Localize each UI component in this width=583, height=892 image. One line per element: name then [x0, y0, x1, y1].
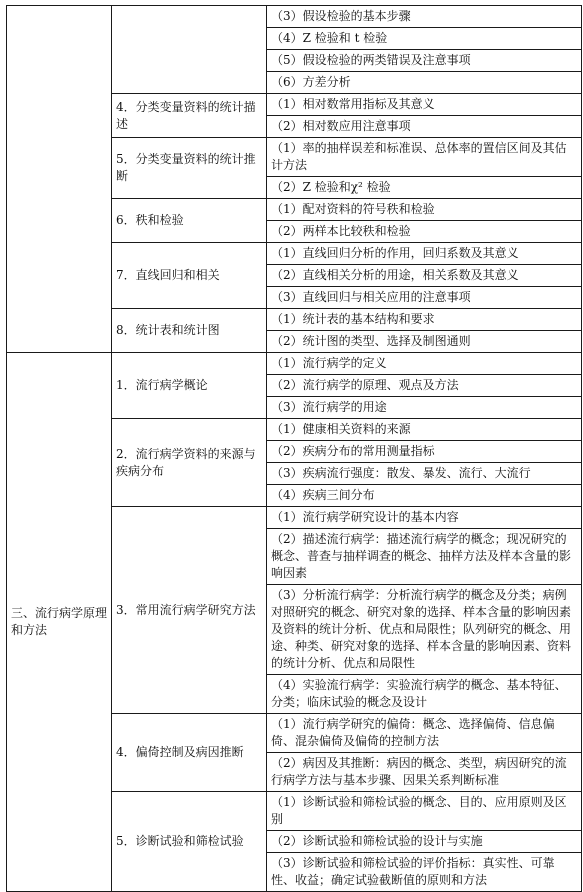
topic-cell: 4．分类变量资料的统计描述 [112, 94, 267, 138]
item-cell: （1）统计表的基本结构和要求 [267, 309, 582, 331]
table-row [7, 6, 582, 28]
topic-cell [112, 6, 267, 94]
item-cell: （3）假设检验的基本步骤 [267, 6, 582, 28]
item-cell: （1）流行病学的定义 [267, 353, 582, 375]
item-cell: （1）相对数常用指标及其意义 [267, 94, 582, 116]
item-cell: （1）流行病学研究的偏倚：概念、选择偏倚、信息偏倚、混杂偏倚及偏倚的控制方法 [267, 714, 582, 753]
item-cell: （6）方差分析 [267, 72, 582, 94]
item-cell: （2）诊断试验和筛检试验的设计与实施 [267, 831, 582, 853]
item-cell: （2）统计图的类型、选择及制图通则 [267, 331, 582, 353]
item-cell: （4）疾病三间分布 [267, 485, 582, 507]
item-cell: （3）诊断试验和筛检试验的评价指标：真实性、可靠性、收益；确定试验截断值的原则和方法 [267, 853, 582, 892]
syllabus-table [6, 5, 582, 353]
unit-cell: 三、流行病学原理和方法 [7, 353, 112, 892]
topic-cell: 6．秩和检验 [112, 199, 267, 243]
item-cell: （1）直线回归分析的作用，回归系数及其意义 [267, 243, 582, 265]
item-cell: （2）直线相关分析的用途，相关系数及其意义 [267, 265, 582, 287]
item-cell: （2）相对数应用注意事项 [267, 116, 582, 138]
item-cell: （1）流行病学研究设计的基本内容 [267, 507, 582, 529]
item-cell: （2）两样本比较秩和检验 [267, 221, 582, 243]
table-row [7, 353, 582, 375]
topic-cell: 2．流行病学资料的来源与疾病分布 [112, 419, 267, 507]
topic-cell: 7．直线回归和相关 [112, 243, 267, 309]
unit-cell [7, 6, 112, 353]
item-cell: （4）实验流行病学：实验流行病学的概念、基本特征、分类；临床试验的概念及设计 [267, 675, 582, 714]
item-cell: （2）疾病分布的常用测量指标 [267, 441, 582, 463]
topic-cell: 5．诊断试验和筛检试验 [112, 792, 267, 892]
topic-cell: 5．分类变量资料的统计推断 [112, 138, 267, 199]
item-cell: （1）率的抽样误差和标准误、总体率的置信区间及其估计方法 [267, 138, 582, 177]
item-cell: （2）Z 检验和χ² 检验 [267, 177, 582, 199]
item-cell: （3）流行病学的用途 [267, 397, 582, 419]
syllabus-table-unit3 [6, 352, 582, 892]
item-cell: （1）配对资料的符号秩和检验 [267, 199, 582, 221]
topic-cell: 3．常用流行病学研究方法 [112, 507, 267, 714]
item-cell: （5）假设检验的两类错误及注意事项 [267, 50, 582, 72]
item-cell: （2）描述流行病学：描述流行病学的概念；现况研究的概念、普查与抽样调查的概念、抽样方法及样本含量的影响因素 [267, 529, 582, 585]
item-cell: （1）健康相关资料的来源 [267, 419, 582, 441]
item-cell: （3）分析流行病学：分析流行病学的概念及分类；病例对照研究的概念、研究对象的选择、样本含量的影响因素及资料的统计分析、优点和局限性；队列研究的概念、用途、种类、研究对象的选择、样本含量的影响因素、资料的统计分析、优点和局限性 [267, 585, 582, 675]
item-cell: （2）流行病学的原理、观点及方法 [267, 375, 582, 397]
topic-cell: 1．流行病学概论 [112, 353, 267, 419]
topic-cell: 4．偏倚控制及病因推断 [112, 714, 267, 792]
item-cell: （3）疾病流行强度：散发、暴发、流行、大流行 [267, 463, 582, 485]
item-cell: （4）Z 检验和 t 检验 [267, 28, 582, 50]
item-cell: （2）病因及其推断：病因的概念、类型，病因研究的流行病学方法与基本步骤、因果关系判断标准 [267, 753, 582, 792]
topic-cell: 8．统计表和统计图 [112, 309, 267, 353]
item-cell: （3）直线回归与相关应用的注意事项 [267, 287, 582, 309]
item-cell: （1）诊断试验和筛检试验的概念、目的、应用原则及区别 [267, 792, 582, 831]
